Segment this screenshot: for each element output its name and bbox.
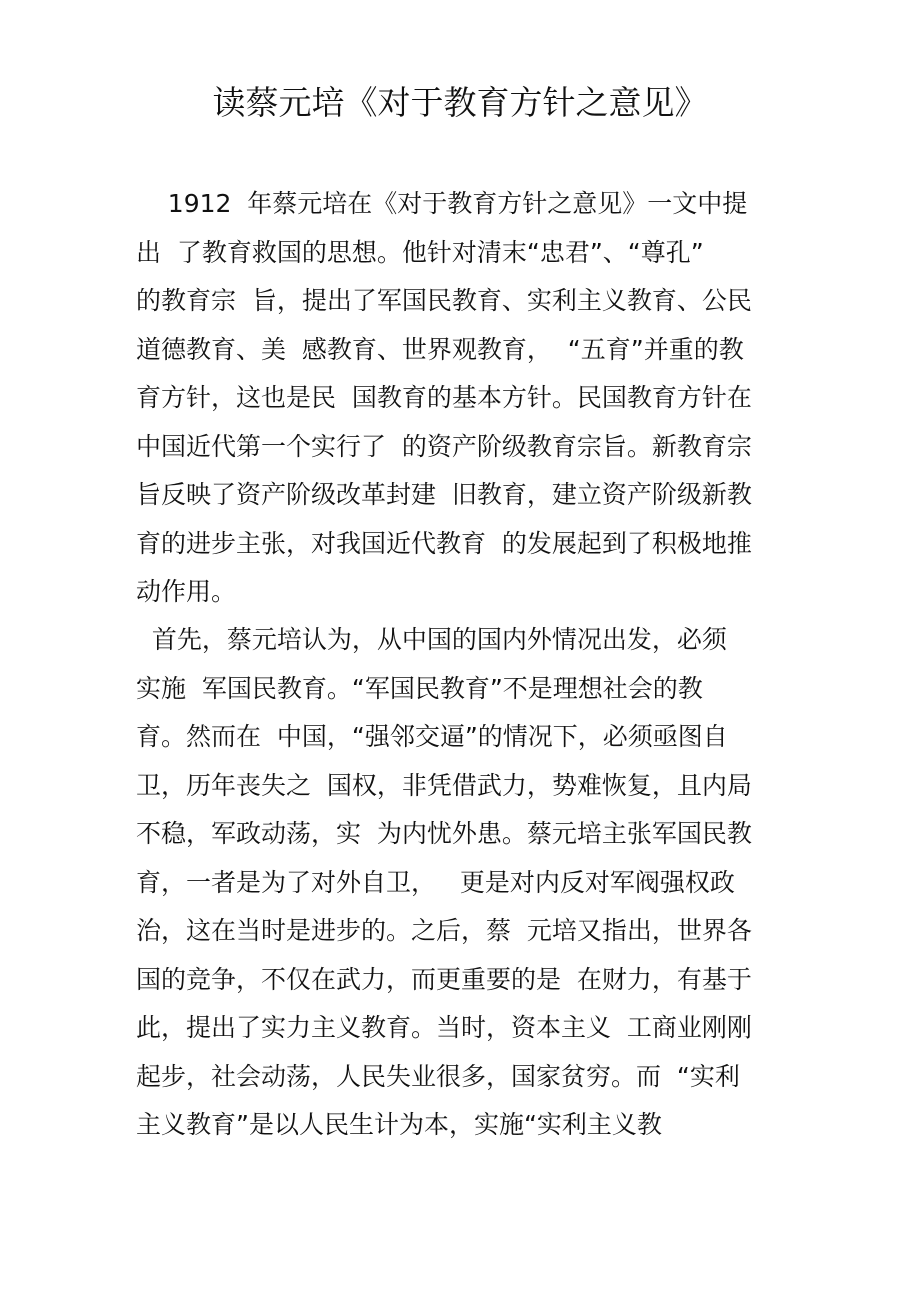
paragraph-line: 育的进步主张，对我国近代教育 的发展起到了积极地推 [136, 528, 752, 558]
paragraph-line: 国的竞争，不仅在武力，而更重要的是 在财力，有基于 [136, 964, 752, 994]
paragraph-line: 育方针，这也是民 国教育的基本方针。民国教育方针在 [136, 383, 752, 412]
paragraph-line: 的教育宗 旨，提出了军国民教育、实利主义教育、公民 [136, 286, 752, 315]
document-title: 读蔡元培《对于教育方针之意见》 [212, 83, 708, 122]
paragraph-line: 治，这在当时是进步的。之后，蔡 元培又指出，世界各 [136, 916, 752, 945]
paragraph-line: 出 了教育救国的思想。他针对清末“忠君”、“尊孔” [136, 237, 704, 267]
paragraph-line: 卫，历年丧失之 国权，非凭借武力，势难恢复，且内局 [136, 770, 752, 800]
paragraph-line: 不稳，军政动荡，实 为内忧外患。蔡元培主张军国民教 [136, 819, 752, 848]
paragraph-line: 首先，蔡元培认为，从中国的国内外情况出发，必须 [136, 625, 727, 654]
paragraph-line: 实施 军国民教育。“军国民教育”不是理想社会的教 [136, 673, 703, 703]
paragraph-line: 育。然而在 中国，“强邻交逼”的情况下，必须亟图自 [136, 722, 728, 751]
paragraph-line: 起步，社会动荡，人民失业很多，国家贫穷。而 “实利 [136, 1061, 740, 1091]
paragraph-line: 道德教育、美 感教育、世界观教育， “五育”并重的教 [136, 334, 744, 364]
paragraph-line: 主义教育”是以人民生计为本，实施“实利主义教 [136, 1110, 662, 1139]
paragraph-line: 旨反映了资产阶级改革封建 旧教育，建立资产阶级新教 [136, 480, 752, 509]
paragraph-line: 中国近代第一个实行了 的资产阶级教育宗旨。新教育宗 [136, 431, 752, 461]
paragraph-line: 育，一者是为了对外自卫， 更是对内反对军阀强权政 [136, 867, 735, 897]
paragraph-line: 1912 年蔡元培在《对于教育方针之意见》一文中提 [136, 189, 748, 218]
paragraph-line: 动作用。 [136, 577, 237, 606]
paragraph-line: 此，提出了实力主义教育。当时，资本主义 工商业刚刚 [136, 1013, 752, 1042]
paragraph-2 [136, 616, 816, 1150]
paragraph-1 [136, 180, 816, 617]
